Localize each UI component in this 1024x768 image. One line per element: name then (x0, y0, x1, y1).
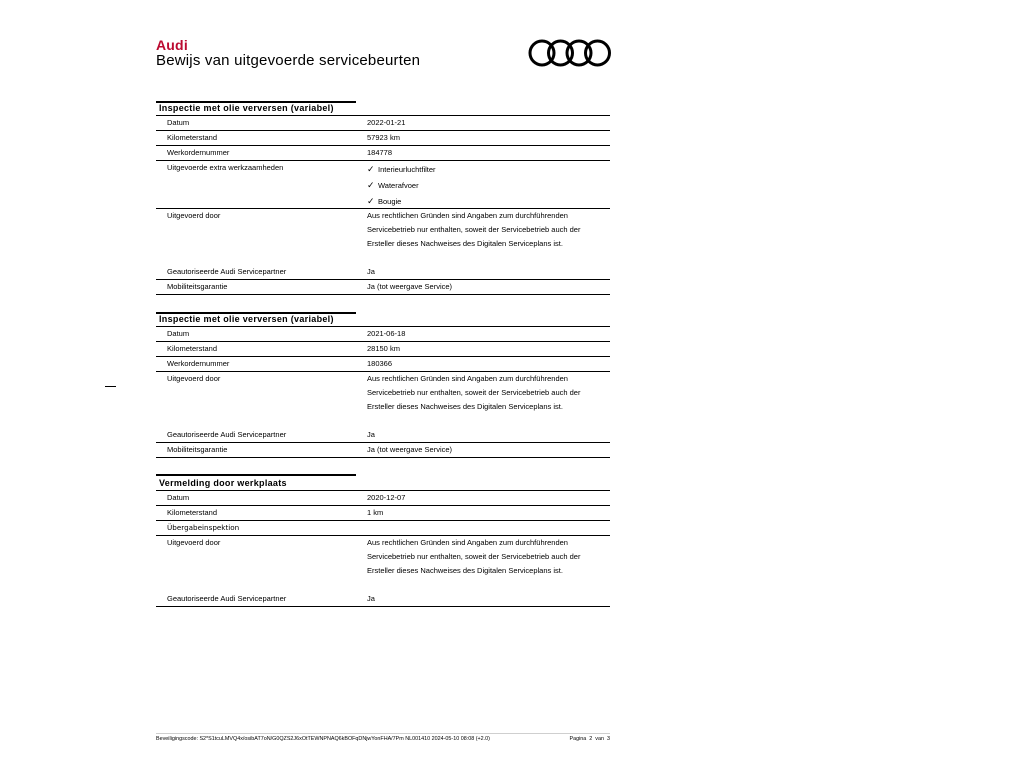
list-item (367, 161, 436, 177)
row-label: Geautoriseerde Audi Servicepartner (167, 594, 287, 603)
performed-by-value (367, 372, 580, 415)
work-order-value: 184778 (367, 148, 393, 157)
text-line: Servicebetrieb nur enthalten, soweit der Servicebetrieb auch der (367, 225, 581, 235)
text-line: Servicebetrieb nur enthalten, soweit der Servicebetrieb auch der (367, 552, 581, 562)
partner-value: Ja (367, 267, 375, 276)
row-label: Kilometerstand (167, 508, 218, 517)
mobility-value: Ja (tot weergave Service) (367, 445, 453, 454)
table-row (156, 208, 610, 279)
table-row (156, 535, 610, 607)
inspection-note: Übergabeinspektion (167, 523, 240, 532)
partner-value: Ja (367, 594, 375, 603)
table-row (156, 130, 610, 145)
table-row (156, 505, 610, 520)
table-row (156, 145, 610, 160)
page-title: Bewijs van uitgevoerde servicebeurten (156, 52, 421, 69)
performed-by-value (367, 536, 580, 579)
extra-item-label: Waterafvoer (378, 180, 419, 190)
audi-rings-logo-icon (528, 37, 612, 69)
page-label: Pagina (569, 736, 587, 742)
checkmark-icon: ✓ (367, 195, 375, 206)
text-line: Aus rechtlichen Gründen sind Angaben zum durchführenden (367, 538, 568, 547)
section-header-bar (156, 474, 356, 476)
page-of-label: van (595, 736, 604, 742)
row-label: Datum (167, 118, 190, 127)
date-value: 2022-01-21 (367, 118, 406, 127)
row-label: Uitgevoerd door (167, 211, 221, 220)
security-code: Beveiligingscode: S2*S1tcuLMVQ4x/osibAT7oN/G0QZS2J6xOtTEWNPNAQ6kBOFqDNjwYonFHA/7Pm NL001410 2024-05-10 08:08 (+2.0) (156, 736, 490, 742)
table-row (156, 520, 610, 535)
extra-item-label: Interieurluchtfilter (378, 164, 436, 174)
table-row (156, 341, 610, 356)
table-row (156, 490, 610, 505)
service-entry-1 (156, 101, 610, 295)
brand-name: Audi (156, 37, 188, 53)
list-item (367, 193, 436, 209)
section-title: Inspectie met olie verversen (variabel) (159, 314, 334, 324)
mileage-value: 28150 km (367, 344, 400, 353)
section-title: Inspectie met olie verversen (variabel) (159, 103, 334, 113)
checkmark-icon: ✓ (367, 179, 375, 190)
row-label: Kilometerstand (167, 344, 218, 353)
service-entry-2 (156, 312, 610, 458)
row-label: Mobiliteitsgarantie (167, 282, 228, 291)
work-order-value: 180366 (367, 359, 393, 368)
row-label: Geautoriseerde Audi Servicepartner (167, 430, 287, 439)
text-line: Ersteller dieses Nachweises des Digitalen Serviceplans ist. (367, 566, 563, 576)
extra-work-list (367, 161, 436, 209)
text-line: Ersteller dieses Nachweises des Digitalen Serviceplans ist. (367, 402, 563, 412)
text-line: Ersteller dieses Nachweises des Digitalen Serviceplans ist. (367, 239, 563, 249)
row-label: Werkordernummer (167, 148, 230, 157)
table-row (156, 160, 610, 208)
date-value: 2020-12-07 (367, 493, 406, 502)
mobility-value: Ja (tot weergave Service) (367, 282, 453, 291)
partner-value: Ja (367, 430, 375, 439)
row-label: Werkordernummer (167, 359, 230, 368)
row-label: Uitgevoerd door (167, 374, 221, 383)
table-row (156, 279, 610, 295)
text-line: Aus rechtlichen Gründen sind Angaben zum durchführenden (367, 211, 568, 220)
mileage-value: 1 km (367, 508, 384, 517)
row-label: Datum (167, 493, 190, 502)
section-header (156, 101, 610, 115)
page-fold-mark (105, 386, 116, 387)
mileage-value: 57923 km (367, 133, 400, 142)
row-label: Mobiliteitsgarantie (167, 445, 228, 454)
text-line: Aus rechtlichen Gründen sind Angaben zum durchführenden (367, 374, 568, 383)
row-label: Uitgevoerd door (167, 538, 221, 547)
row-label: Kilometerstand (167, 133, 218, 142)
table-row (156, 115, 610, 130)
section-title: Vermelding door werkplaats (159, 478, 287, 488)
table-row (156, 442, 610, 458)
service-entry-3 (156, 474, 610, 607)
table-row (156, 356, 610, 371)
row-label: Uitgevoerde extra werkzaamheden (167, 163, 284, 172)
text-line: Servicebetrieb nur enthalten, soweit der Servicebetrieb auch der (367, 388, 581, 398)
page-number (570, 736, 611, 742)
table-row (156, 371, 610, 442)
list-item (367, 177, 436, 193)
date-value: 2021-06-18 (367, 329, 406, 338)
checkmark-icon: ✓ (367, 163, 375, 174)
page-current: 2 (589, 736, 593, 742)
section-header (156, 474, 610, 490)
extra-item-label: Bougie (378, 196, 402, 206)
footer-divider (156, 733, 610, 734)
section-header (156, 312, 610, 326)
row-label: Geautoriseerde Audi Servicepartner (167, 267, 287, 276)
performed-by-value (367, 209, 580, 252)
row-label: Datum (167, 329, 190, 338)
table-row (156, 326, 610, 341)
page-total: 3 (607, 736, 610, 742)
